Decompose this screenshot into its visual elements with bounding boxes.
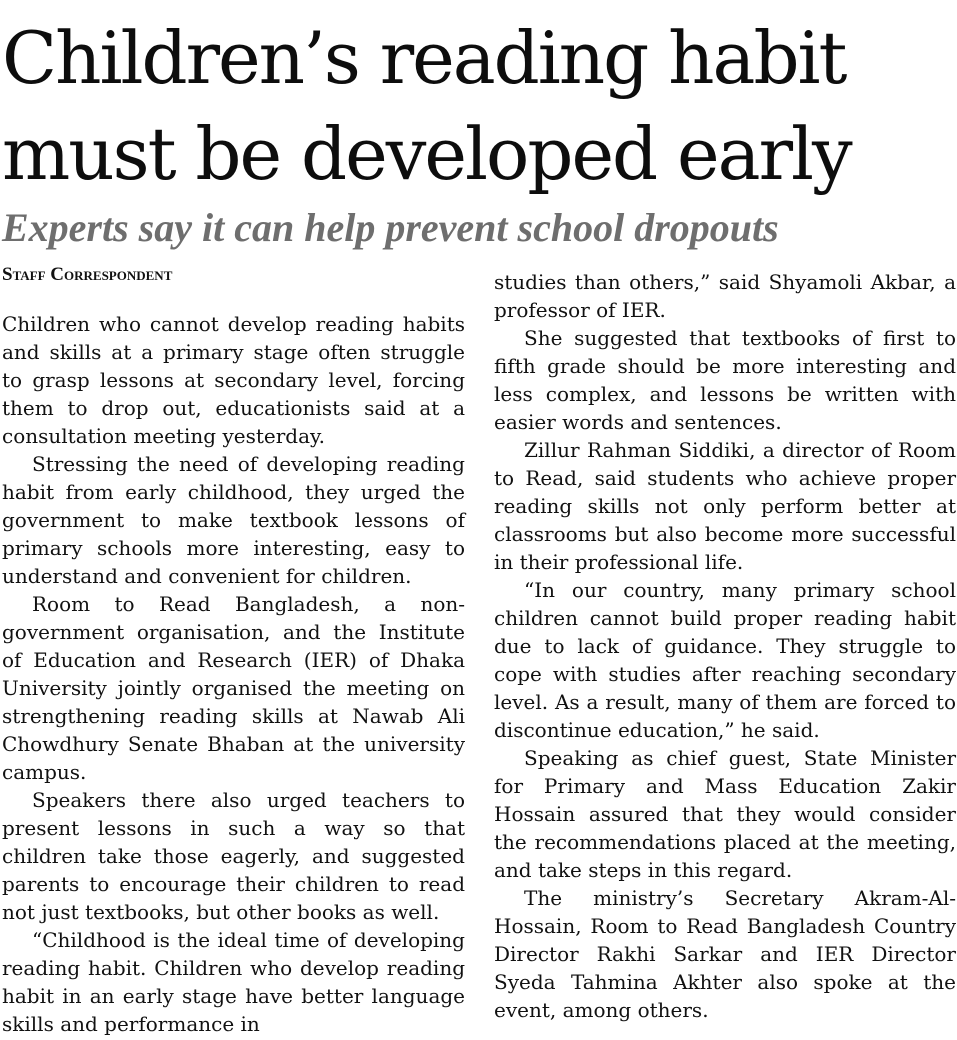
paragraph: Stressing the need of developing reading habit from early childhood, they urged the government to make textbook lessons of primary schools more interesting, easy to understand and convenient for children. <box>2 452 465 588</box>
paragraph-continued: studies than others,” said Shyamoli Akbar, a professor of IER. <box>494 270 956 322</box>
paragraph: Children who cannot develop reading habits and skills at a primary stage often struggle to grasp lessons at secondary level, forcing them to drop out, educationists said at a consultation meeting yesterday. <box>2 312 465 448</box>
headline <box>2 10 952 202</box>
paragraph: Zillur Rahman Siddiki, a director of Room to Read, said students who achieve proper reading skills not only perform better at classrooms but also become more successful in their professional life. <box>494 438 956 574</box>
headline-line-2: must be developed early <box>2 112 851 196</box>
article-column-right <box>494 268 956 1024</box>
paragraph: The ministry’s Secretary Akram-Al-Hossain, Room to Read Bangladesh Country Director Rakhi Sarkar and IER Director Syeda Tahmina Akhter also spoke at the event, among others. <box>494 886 956 1022</box>
paragraph: Room to Read Bangladesh, a non-government organisation, and the Institute of Education and Research (IER) of Dhaka University jointly organised the meeting on strengthening reading skills at Nawab Ali Chowdhury Senate Bhaban at the university campus. <box>2 592 465 784</box>
paragraph: “Childhood is the ideal time of developing reading habit. Children who develop reading habit in an early stage have better language skills and performance in <box>2 928 465 1036</box>
paragraph: Speaking as chief guest, State Minister for Primary and Mass Education Zakir Hossain assured that they would consider the recommendations placed at the meeting, and take steps in this regard. <box>494 746 956 882</box>
byline: Staff Correspondent <box>2 264 173 285</box>
paragraph: She suggested that textbooks of first to fifth grade should be more interesting and less complex, and lessons be written with easier words and sentences. <box>494 326 956 434</box>
paragraph: Speakers there also urged teachers to present lessons in such a way so that children take those eagerly, and suggested parents to encourage their children to read not just textbooks, but other books as well. <box>2 788 465 924</box>
paragraph: “In our country, many primary school children cannot build proper reading habit due to lack of guidance. They struggle to cope with studies after reaching secondary level. As a result, many of them are forced to discontinue education,” he said. <box>494 578 956 742</box>
article-column-left <box>2 310 465 1038</box>
subheadline: Experts say it can help prevent school dropouts <box>2 205 779 250</box>
headline-line-1: Children’s reading habit <box>2 16 846 100</box>
